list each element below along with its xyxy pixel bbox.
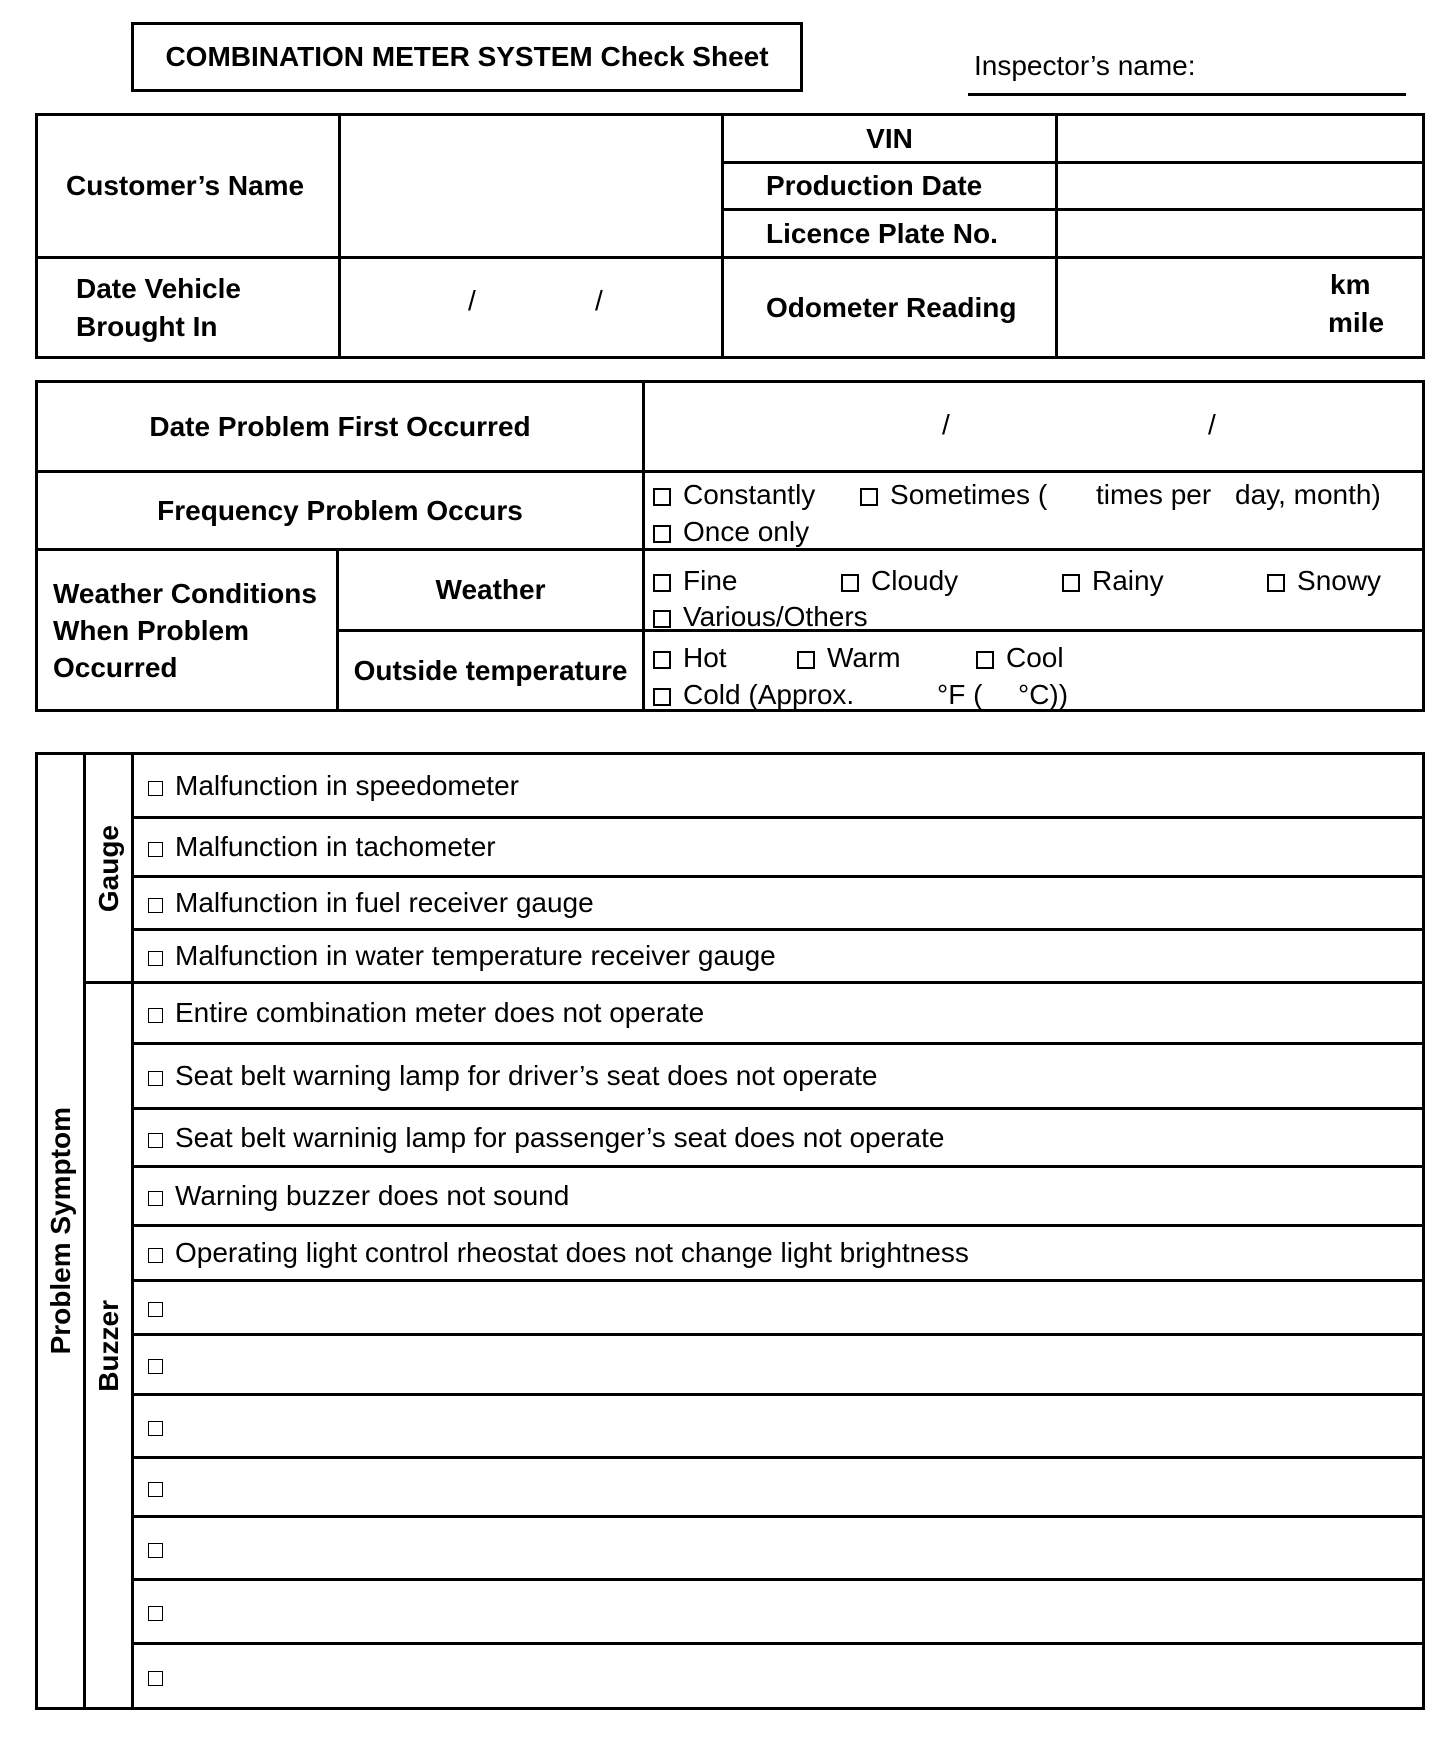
- checkbox[interactable]: [841, 574, 859, 592]
- temp-cool-option[interactable]: Cool: [976, 642, 1064, 674]
- outside-temperature-label: Outside temperature: [338, 631, 644, 711]
- symptom-item[interactable]: [133, 1394, 1424, 1457]
- checkbox[interactable]: [653, 574, 671, 592]
- customer-name-field[interactable]: [340, 115, 723, 258]
- problem-symptom-table: [35, 752, 1425, 1710]
- inspector-name-label: Inspector’s name:: [974, 50, 1196, 81]
- production-date-label: Production Date: [723, 163, 1057, 210]
- symptom-item[interactable]: [133, 1334, 1424, 1394]
- checkbox[interactable]: [148, 1543, 163, 1558]
- checkbox[interactable]: [653, 688, 671, 706]
- checkbox[interactable]: [148, 1008, 163, 1023]
- checkbox[interactable]: [148, 1302, 163, 1317]
- date-separator: /: [595, 285, 603, 316]
- date-brought-in-field[interactable]: [340, 258, 723, 358]
- symptom-item[interactable]: Malfunction in tachometer: [133, 818, 1424, 877]
- checkbox[interactable]: [148, 842, 163, 857]
- weather-fine-option[interactable]: Fine: [653, 565, 737, 597]
- temp-hot-option[interactable]: Hot: [653, 642, 727, 674]
- symptom-item[interactable]: Seat belt warninig lamp for passenger’s seat does not operate: [133, 1109, 1424, 1167]
- production-date-field[interactable]: [1057, 163, 1424, 210]
- checkbox[interactable]: [653, 651, 671, 669]
- checkbox[interactable]: [1062, 574, 1080, 592]
- conditions-table: [35, 380, 1425, 712]
- checkbox[interactable]: [653, 610, 671, 628]
- checkbox[interactable]: [148, 1671, 163, 1686]
- check-sheet-title: COMBINATION METER SYSTEM Check Sheet: [131, 22, 803, 92]
- problem-symptom-label: Problem Symptom: [37, 754, 85, 1709]
- date-separator: /: [468, 285, 476, 316]
- checkbox[interactable]: [148, 1191, 163, 1206]
- frequency-label: Frequency Problem Occurs: [37, 472, 644, 550]
- weather-various-option[interactable]: Various/Others: [653, 601, 868, 633]
- checkbox[interactable]: [148, 1133, 163, 1148]
- checkbox[interactable]: [148, 1421, 163, 1436]
- checkbox[interactable]: [976, 651, 994, 669]
- date-separator: /: [1208, 409, 1216, 440]
- checkbox[interactable]: [148, 898, 163, 913]
- symptom-item[interactable]: [133, 1457, 1424, 1516]
- date-first-occurred-label: Date Problem First Occurred: [37, 382, 644, 472]
- checkbox[interactable]: [653, 525, 671, 543]
- odometer-field[interactable]: [1057, 258, 1424, 358]
- weather-cloudy-option[interactable]: Cloudy: [841, 565, 958, 597]
- symptom-item[interactable]: Operating light control rheostat does not change light brightness: [133, 1226, 1424, 1281]
- licence-plate-field[interactable]: [1057, 210, 1424, 258]
- checkbox[interactable]: [797, 651, 815, 669]
- checkbox[interactable]: [860, 488, 878, 506]
- checkbox[interactable]: [148, 1248, 163, 1263]
- licence-plate-label: Licence Plate No.: [723, 210, 1057, 258]
- customer-name-label: Customer’s Name: [37, 115, 340, 258]
- freq-sometimes-option[interactable]: Sometimes (: [860, 479, 1047, 511]
- inspector-name-field[interactable]: [968, 93, 1406, 96]
- checkbox[interactable]: [148, 1606, 163, 1621]
- frequency-options: [644, 472, 1424, 550]
- symptom-item[interactable]: [133, 1281, 1424, 1334]
- date-brought-in-label: Date Vehicle Brought In: [37, 258, 340, 358]
- temperature-options: [644, 631, 1424, 711]
- symptom-item[interactable]: [133, 1643, 1424, 1708]
- gauge-label: Gauge: [85, 754, 133, 983]
- checkbox[interactable]: [148, 1482, 163, 1497]
- checkbox[interactable]: [148, 1359, 163, 1374]
- weather-rainy-option[interactable]: Rainy: [1062, 565, 1164, 597]
- symptom-item[interactable]: Malfunction in speedometer: [133, 754, 1424, 818]
- freq-day-month-label: day, month): [1235, 479, 1381, 510]
- checkbox[interactable]: [148, 951, 163, 966]
- freq-times-per-label: times per: [1096, 479, 1212, 510]
- checkbox[interactable]: [1267, 574, 1285, 592]
- freq-once-option[interactable]: Once only: [653, 516, 809, 548]
- date-separator: /: [942, 409, 950, 440]
- checkbox[interactable]: [653, 488, 671, 506]
- symptom-item[interactable]: Entire combination meter does not operate: [133, 983, 1424, 1044]
- symptom-item[interactable]: Seat belt warning lamp for driver’s seat does not operate: [133, 1044, 1424, 1109]
- weather-snowy-option[interactable]: Snowy: [1267, 565, 1381, 597]
- vin-field[interactable]: [1057, 115, 1424, 163]
- mile-unit: mile: [1328, 307, 1385, 338]
- customer-info-table: [35, 113, 1425, 359]
- date-first-occurred-field[interactable]: [644, 382, 1424, 472]
- symptom-item[interactable]: Warning buzzer does not sound: [133, 1167, 1424, 1226]
- buzzer-label: Buzzer: [85, 983, 133, 1709]
- checkbox[interactable]: [148, 781, 163, 796]
- temp-warm-option[interactable]: Warm: [797, 642, 901, 674]
- symptom-item[interactable]: Malfunction in fuel receiver gauge: [133, 877, 1424, 930]
- temp-cold-option[interactable]: Cold (Approx.: [653, 679, 854, 711]
- checkbox[interactable]: [148, 1071, 163, 1086]
- symptom-item[interactable]: [133, 1579, 1424, 1643]
- symptom-item[interactable]: [133, 1516, 1424, 1579]
- weather-label: Weather: [338, 550, 644, 631]
- freq-constantly-option[interactable]: Constantly: [653, 479, 815, 511]
- vin-label: VIN: [723, 115, 1057, 163]
- odometer-label: Odometer Reading: [723, 258, 1057, 358]
- temp-fahrenheit-label: °F (: [937, 679, 983, 710]
- weather-options: [644, 550, 1424, 631]
- symptom-item[interactable]: Malfunction in water temperature receiver gauge: [133, 930, 1424, 983]
- temp-celsius-label: °C)): [1018, 679, 1069, 710]
- weather-conditions-label: Weather Conditions When Problem Occurred: [37, 550, 338, 711]
- km-unit: km: [1330, 269, 1371, 300]
